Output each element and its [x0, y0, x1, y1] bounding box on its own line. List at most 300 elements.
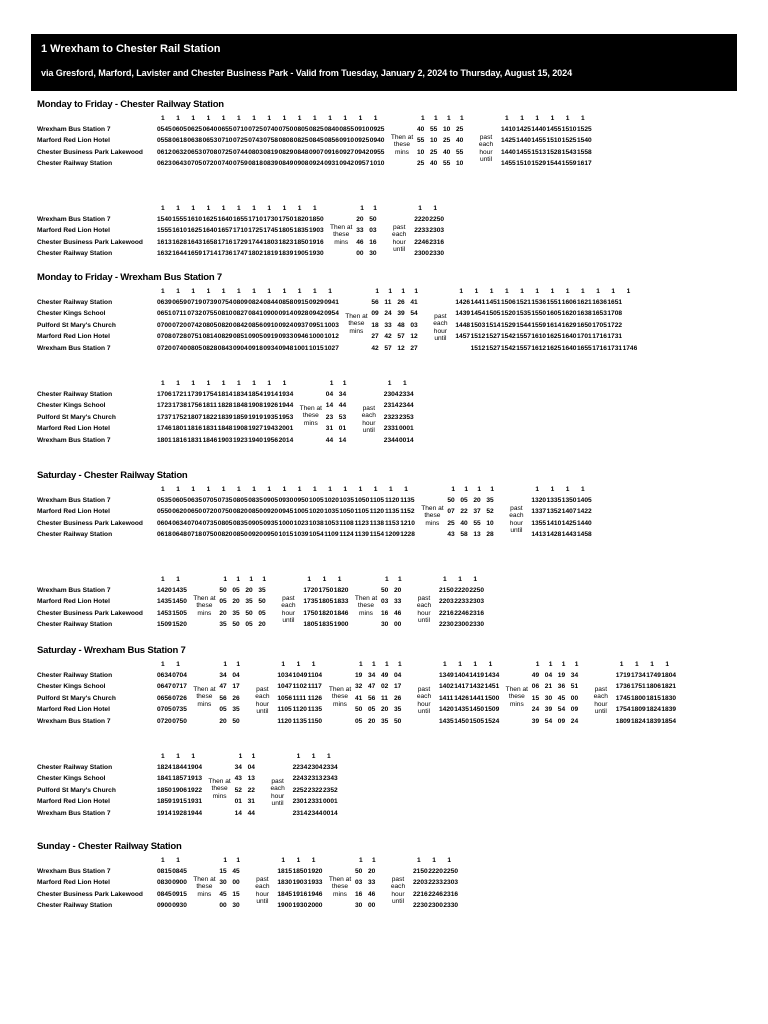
- time-cell: 0929: [309, 299, 324, 306]
- time-cell: 1655: [577, 344, 592, 352]
- stop-name: Chester Railway Station: [37, 764, 113, 771]
- time-cell: 1039: [293, 531, 309, 539]
- route-number: 1: [206, 486, 211, 493]
- time-cell: 1027: [324, 344, 339, 352]
- route-number: 1: [252, 205, 256, 212]
- route-number: 1: [447, 857, 452, 864]
- route-number: 1: [267, 486, 272, 493]
- time-cell: 1822: [202, 413, 218, 421]
- route-number: 1: [459, 288, 464, 295]
- time-cell: 2303: [443, 879, 459, 887]
- time-cell: 1503: [470, 321, 486, 329]
- route-number: 1: [520, 288, 524, 295]
- time-cell: 1417: [454, 683, 469, 691]
- time-cell: 1038: [309, 519, 324, 527]
- route-number: 1: [447, 115, 451, 122]
- route-number: 1: [161, 576, 165, 583]
- time-cell: 1625: [202, 216, 218, 223]
- route-number: 1: [388, 288, 393, 295]
- time-cell: 0653: [202, 137, 218, 145]
- time-cell: 2344: [307, 809, 323, 817]
- time-cell: 1629: [561, 321, 577, 329]
- time-cell: 0750: [172, 717, 187, 725]
- route-number: 1: [237, 486, 241, 493]
- time-cell: 0916: [324, 148, 339, 156]
- time-cell: 04: [325, 391, 334, 398]
- time-cell: 0934: [263, 344, 279, 352]
- time-cell: 1451: [484, 683, 500, 691]
- route-number: 1: [535, 288, 540, 295]
- time-cell: 1150: [307, 717, 323, 725]
- time-cell: 1919: [248, 413, 263, 421]
- time-cell: 1458: [577, 531, 592, 539]
- route-number: 1: [443, 661, 447, 668]
- time-cell: 1745: [615, 694, 631, 702]
- route-number: 1: [373, 205, 377, 212]
- time-cell: 1056: [277, 694, 293, 702]
- stop-name: Chester Kings School: [37, 683, 106, 691]
- frequency-note: Then at these mins: [193, 685, 216, 708]
- time-cell: 0925: [369, 126, 385, 133]
- time-cell: 0735: [217, 497, 233, 504]
- time-cell: 54: [410, 310, 418, 318]
- time-cell: 50: [219, 587, 227, 594]
- time-cell: 1744: [248, 238, 263, 246]
- time-cell: 0957: [354, 160, 370, 168]
- time-cell: 0930: [278, 497, 294, 504]
- time-cell: 0840: [324, 126, 339, 133]
- time-cell: 1117: [307, 683, 322, 691]
- time-cell: 0935: [263, 519, 279, 527]
- time-cell: 1610: [531, 333, 547, 341]
- route-number: 1: [565, 288, 570, 295]
- time-cell: 50: [381, 587, 389, 594]
- time-cell: 2314: [383, 402, 399, 410]
- route-number: 1: [191, 486, 196, 493]
- time-cell: 1135: [307, 706, 323, 714]
- time-cell: 25: [447, 519, 455, 527]
- time-cell: 1737: [157, 413, 172, 421]
- time-cell: 0720: [157, 344, 172, 352]
- time-cell: 1120: [277, 717, 292, 725]
- time-cell: 1555: [172, 216, 187, 223]
- route-number: 1: [221, 486, 226, 493]
- time-cell: 1736: [217, 250, 233, 258]
- time-cell: 0845: [309, 137, 324, 145]
- time-cell: 1719: [615, 672, 631, 679]
- time-cell: 03: [369, 227, 377, 235]
- route-number: 1: [249, 576, 254, 583]
- time-cell: 1610: [172, 227, 187, 235]
- time-cell: 1931: [187, 798, 203, 806]
- stop-name: Chester Kings School: [37, 310, 106, 318]
- time-cell: 1824: [631, 717, 646, 725]
- time-cell: 1521: [516, 299, 531, 306]
- time-cell: 1000: [309, 333, 324, 341]
- time-cell: 05: [368, 706, 376, 714]
- time-cell: 0842: [233, 321, 248, 329]
- time-cell: 2216: [413, 890, 428, 898]
- time-cell: 1815: [646, 694, 661, 702]
- time-cell: 1420: [157, 587, 172, 594]
- time-cell: 30: [544, 694, 553, 702]
- time-cell: 1512: [470, 333, 486, 341]
- time-cell: 35: [232, 609, 240, 617]
- time-cell: 2203: [439, 598, 454, 606]
- route-number: 1: [296, 753, 301, 760]
- time-cell: 1723: [157, 402, 172, 410]
- route-number: 1: [282, 486, 287, 493]
- time-cell: 0651: [157, 310, 172, 318]
- time-cell: 42: [384, 333, 392, 341]
- time-cell: 1505: [485, 310, 501, 318]
- frequency-note: past each hour until: [416, 685, 432, 715]
- time-cell: 1730: [263, 216, 279, 223]
- time-cell: 48: [397, 321, 405, 329]
- time-cell: 0809: [233, 299, 248, 306]
- time-cell: 0014: [399, 436, 414, 444]
- time-cell: 20: [232, 598, 240, 606]
- time-cell: 2334: [399, 391, 414, 398]
- time-cell: 33: [368, 879, 376, 887]
- time-cell: 1708: [607, 310, 623, 318]
- stop-name: Wrexham Bus Station 7: [37, 344, 111, 352]
- route-number: 1: [311, 661, 316, 668]
- time-cell: 05: [245, 621, 253, 629]
- time-cell: 1544: [516, 321, 531, 329]
- time-cell: 1716: [592, 344, 607, 352]
- time-cell: 14: [338, 436, 347, 444]
- time-cell: 1543: [561, 148, 577, 156]
- time-cell: 1559: [561, 160, 577, 168]
- time-cell: 0726: [172, 694, 187, 702]
- route-number: 1: [238, 753, 243, 760]
- time-cell: 1914: [157, 809, 172, 817]
- time-cell: 1636: [592, 299, 607, 306]
- route-number: 1: [176, 115, 180, 122]
- time-cell: 0705: [157, 706, 172, 714]
- time-cell: 0924: [309, 160, 324, 168]
- time-cell: 1426: [454, 694, 469, 702]
- time-cell: 03: [381, 598, 389, 606]
- route-number: 1: [161, 380, 165, 387]
- time-cell: 05: [258, 609, 266, 617]
- time-cell: 1005: [293, 508, 309, 516]
- route-number: 1: [535, 486, 540, 493]
- route-number: 1: [176, 661, 180, 668]
- time-cell: 1930: [292, 902, 308, 910]
- time-cell: 40: [430, 160, 438, 168]
- stop-name: Wrexham Bus Station 7: [37, 497, 111, 504]
- stop-name: Pulford St Mary's Church: [37, 413, 116, 421]
- time-cell: 1714: [202, 250, 218, 258]
- time-cell: 1805: [278, 227, 294, 235]
- time-cell: 1754: [202, 391, 218, 398]
- time-cell: 0725: [217, 148, 233, 156]
- route-number: 1: [223, 661, 228, 668]
- time-cell: 1850: [157, 786, 172, 794]
- route-number: 1: [297, 288, 302, 295]
- time-cell: 49: [531, 672, 540, 679]
- time-cell: 0805: [187, 344, 203, 352]
- route-number: 1: [191, 288, 196, 295]
- route-number: 1: [358, 115, 363, 122]
- time-cell: 1405: [577, 497, 592, 504]
- route-number: 1: [282, 288, 287, 295]
- time-cell: 1834: [233, 391, 248, 398]
- time-cell: 0933: [278, 333, 294, 341]
- time-cell: 1640: [561, 333, 577, 341]
- time-cell: 1509: [484, 706, 500, 714]
- time-cell: 0623: [157, 160, 172, 168]
- time-cell: 10: [430, 137, 438, 145]
- time-cell: 1908: [248, 402, 263, 410]
- time-cell: 25: [430, 148, 438, 156]
- time-cell: 0845: [157, 890, 172, 898]
- route-number: 1: [550, 115, 555, 122]
- time-cell: 1809: [615, 717, 631, 725]
- route-number: 1: [574, 661, 579, 668]
- time-cell: 1015: [309, 344, 324, 352]
- time-cell: 1839: [278, 250, 294, 258]
- time-cell: 0728: [172, 333, 187, 341]
- time-cell: 40: [417, 126, 425, 133]
- time-cell: 0951: [309, 321, 324, 329]
- time-cell: 1706: [157, 391, 172, 398]
- time-cell: 24: [384, 310, 392, 318]
- route-number: 1: [565, 486, 570, 493]
- frequency-note: Then at these mins: [354, 594, 378, 617]
- time-cell: 0656: [157, 694, 172, 702]
- frequency-note: past each hour until: [255, 875, 270, 906]
- section-title: Saturday - Chester Railway Station: [37, 470, 188, 481]
- time-cell: 0725: [248, 126, 263, 133]
- route-number: 1: [223, 857, 228, 864]
- time-cell: 2250: [429, 216, 445, 223]
- time-cell: 00: [232, 879, 240, 887]
- time-cell: 0810: [217, 310, 233, 318]
- frequency-note: Then at these mins: [330, 223, 353, 246]
- route-number: 1: [385, 661, 389, 668]
- time-cell: 1819: [263, 250, 279, 258]
- stop-name: Wrexham Bus Station 7: [37, 216, 111, 223]
- route-number: 1: [313, 205, 317, 212]
- time-cell: 1653: [592, 310, 607, 318]
- time-cell: 44: [247, 809, 255, 817]
- route-number: 1: [360, 205, 364, 212]
- time-cell: 1544: [546, 160, 562, 168]
- route-number: 1: [342, 380, 347, 387]
- time-cell: 0653: [187, 148, 203, 156]
- route-number: 1: [161, 857, 165, 864]
- route-number: 1: [375, 288, 380, 295]
- time-cell: 10: [456, 160, 464, 168]
- time-cell: 1632: [157, 250, 172, 258]
- time-cell: 1440: [531, 126, 547, 133]
- time-cell: 17: [394, 683, 402, 691]
- time-cell: 2243: [292, 775, 308, 783]
- time-cell: 1750: [278, 216, 294, 223]
- stop-name: Chester Railway Station: [37, 902, 113, 910]
- time-cell: 0825: [309, 126, 324, 133]
- time-cell: 1035: [324, 508, 339, 516]
- time-cell: 50: [232, 717, 240, 725]
- time-cell: 1020: [309, 508, 324, 516]
- time-cell: 1435: [439, 717, 454, 725]
- time-cell: 42: [371, 344, 379, 352]
- time-cell: 1402: [439, 683, 454, 691]
- time-cell: 50: [447, 497, 455, 504]
- time-cell: 1831: [187, 436, 203, 444]
- time-cell: 1053: [324, 519, 339, 527]
- time-cell: 1432: [469, 683, 485, 691]
- route-number: 1: [176, 205, 180, 212]
- time-cell: 52: [486, 508, 494, 516]
- section-title: Monday to Friday - Chester Railway Station: [37, 99, 224, 110]
- time-cell: 1426: [455, 299, 471, 306]
- frequency-note: Then at these mins: [390, 133, 414, 156]
- time-cell: 55: [443, 160, 451, 168]
- time-cell: 1505: [469, 717, 485, 725]
- time-cell: 04: [394, 672, 402, 679]
- time-cell: 1610: [187, 216, 203, 223]
- time-cell: 0605: [172, 497, 187, 504]
- time-cell: 0750: [278, 126, 294, 133]
- time-cell: 1904: [187, 764, 203, 771]
- time-cell: 0818: [248, 160, 263, 168]
- time-cell: 35: [486, 497, 494, 504]
- time-cell: 41: [410, 299, 418, 306]
- time-cell: 1916: [292, 890, 308, 898]
- time-cell: 1003: [324, 321, 339, 329]
- time-cell: 1542: [501, 333, 516, 341]
- route-number: 1: [434, 115, 438, 122]
- time-cell: 22: [247, 786, 255, 794]
- time-cell: 1505: [172, 609, 187, 617]
- route-number: 1: [451, 486, 456, 493]
- time-cell: 0914: [278, 310, 294, 318]
- route-number: 1: [458, 661, 462, 668]
- time-cell: 1944: [278, 402, 294, 410]
- time-cell: 1557: [516, 333, 531, 341]
- time-cell: 55: [430, 126, 438, 133]
- time-cell: 47: [219, 683, 227, 691]
- route-number: 1: [650, 661, 654, 668]
- time-cell: 26: [397, 299, 405, 306]
- route-number: 1: [535, 661, 540, 668]
- route-number: 1: [464, 486, 469, 493]
- time-cell: 1425: [516, 126, 531, 133]
- time-cell: 0720: [172, 321, 187, 329]
- time-cell: 15: [531, 694, 540, 702]
- time-cell: 0720: [202, 508, 218, 516]
- time-cell: 1606: [561, 299, 577, 306]
- time-cell: 0942: [309, 310, 324, 318]
- time-cell: 2234: [292, 764, 308, 771]
- time-cell: 2246: [428, 890, 443, 898]
- time-cell: 1739: [187, 391, 203, 398]
- time-cell: 1716: [217, 238, 233, 246]
- time-cell: 1811: [202, 402, 217, 410]
- time-cell: 2352: [323, 786, 338, 794]
- route-number: 1: [561, 661, 566, 668]
- route-number: 1: [477, 486, 482, 493]
- time-cell: 0720: [157, 717, 172, 725]
- time-cell: 0719: [187, 299, 203, 306]
- time-cell: 1933: [307, 879, 323, 887]
- time-cell: 1111: [292, 694, 307, 702]
- stop-name: Pulford St Mary's Church: [37, 786, 116, 794]
- time-cell: 0705: [202, 497, 218, 504]
- timetable-title: 1 Wrexham to Chester Rail Station: [41, 43, 221, 55]
- time-cell: 0829: [278, 148, 294, 156]
- route-number: 1: [221, 380, 226, 387]
- time-cell: 20: [368, 868, 376, 875]
- time-cell: 0014: [323, 809, 338, 817]
- time-cell: 1754: [615, 706, 631, 714]
- time-cell: 1023: [293, 519, 309, 527]
- time-cell: 1422: [577, 508, 592, 516]
- time-cell: 01: [234, 798, 242, 806]
- route-number: 1: [372, 661, 376, 668]
- time-cell: 01: [338, 425, 347, 433]
- time-cell: 1807: [187, 413, 203, 421]
- time-cell: 27: [371, 333, 379, 341]
- time-cell: 1809: [631, 706, 646, 714]
- time-cell: 1120: [385, 497, 400, 504]
- route-number: 1: [401, 288, 406, 295]
- time-cell: 1455: [546, 126, 562, 133]
- time-cell: 1050: [354, 497, 370, 504]
- time-cell: 0910: [263, 321, 279, 329]
- time-cell: 1659: [187, 250, 203, 258]
- route-number: 1: [626, 288, 631, 295]
- route-number: 1: [473, 661, 478, 668]
- time-cell: 0704: [187, 519, 203, 527]
- time-cell: 0937: [293, 321, 309, 329]
- time-cell: 1900: [277, 902, 293, 910]
- time-cell: 1839: [217, 413, 233, 421]
- time-cell: 0740: [263, 126, 279, 133]
- route-number: 1: [161, 753, 165, 760]
- time-cell: 1900: [333, 621, 349, 629]
- time-cell: 22: [460, 508, 468, 516]
- frequency-note: Then at these mins: [328, 875, 352, 898]
- time-cell: 04: [544, 672, 553, 679]
- time-cell: 1720: [303, 587, 319, 594]
- time-cell: 13: [247, 775, 255, 783]
- time-cell: 1805: [303, 621, 319, 629]
- time-cell: 0634: [172, 519, 187, 527]
- time-cell: 05: [232, 587, 240, 594]
- time-cell: 46: [394, 609, 402, 617]
- time-cell: 1451: [485, 299, 501, 306]
- time-cell: 1435: [157, 598, 172, 606]
- time-cell: 1802: [248, 250, 263, 258]
- time-cell: 2000: [307, 902, 323, 910]
- time-cell: 0750: [217, 508, 233, 516]
- time-cell: 1558: [577, 148, 592, 156]
- route-number: 1: [313, 115, 317, 122]
- time-cell: 0759: [233, 160, 248, 168]
- time-cell: 1450: [454, 717, 469, 725]
- frequency-note: past each hour until: [361, 404, 376, 434]
- time-cell: 16: [381, 609, 389, 617]
- time-cell: 1857: [172, 775, 187, 783]
- time-cell: 1751: [631, 683, 646, 691]
- time-cell: 1509: [157, 621, 172, 629]
- time-cell: 44: [325, 436, 334, 444]
